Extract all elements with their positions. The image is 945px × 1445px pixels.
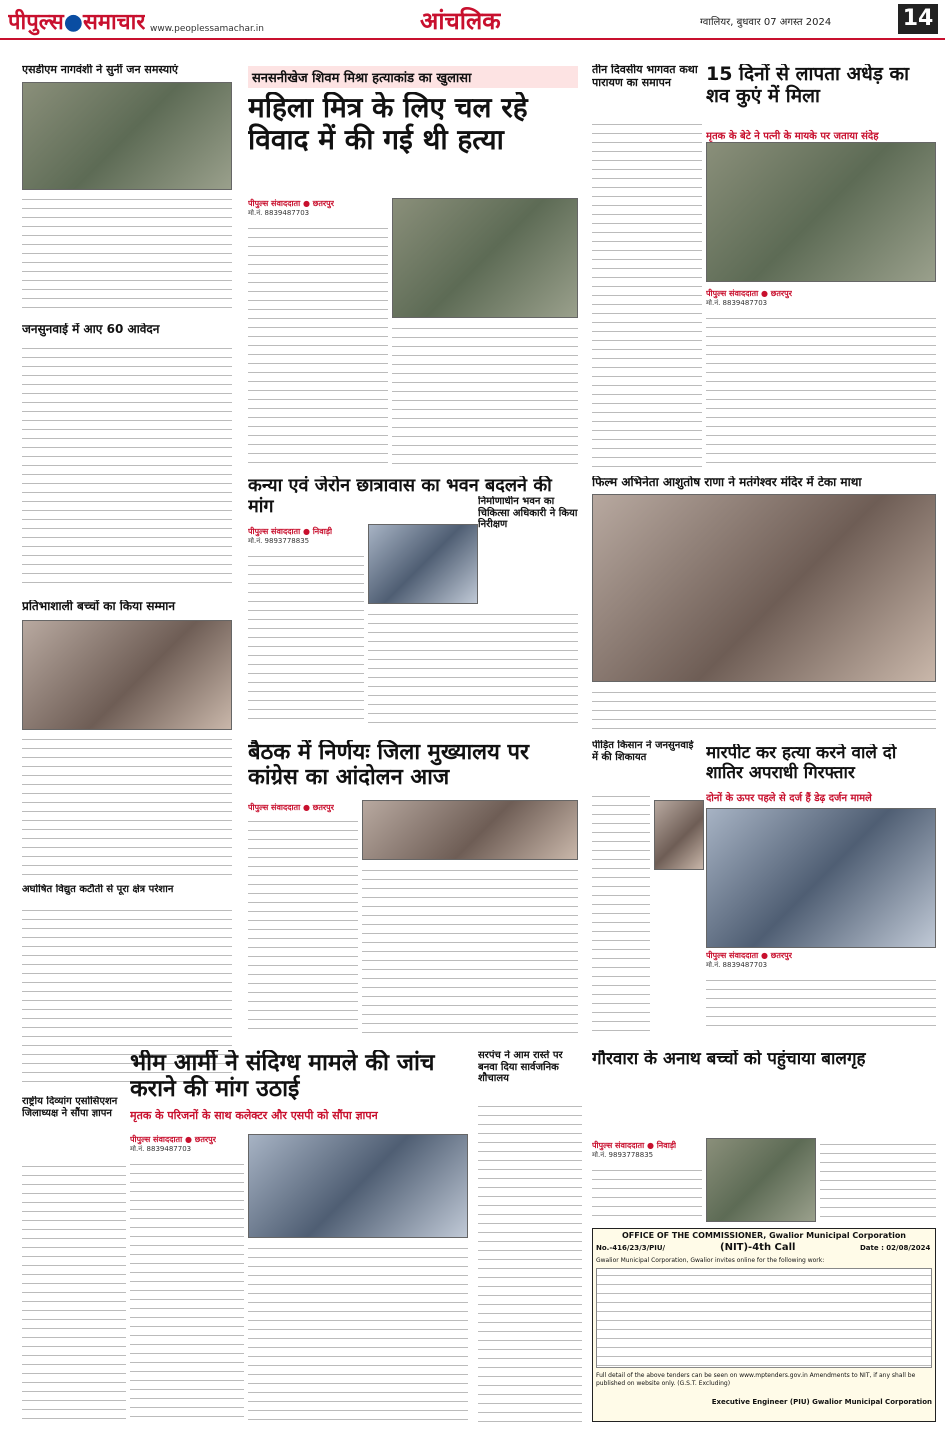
section-title: आंचलिक	[420, 7, 501, 35]
story-students	[22, 600, 232, 614]
headline: कन्या एवं जेरोन छात्रावास का भवन बदलने की मांग	[248, 476, 552, 517]
headline: भीम आर्मी ने संदिग्ध मामले की जांच कराने की मांग उठाई	[130, 1050, 435, 1103]
byline: पीपुल्स संवाददाता ● छतरपुर	[706, 951, 792, 960]
headline: एसडीएम नागवंशी ने सुनीं जन समस्याएं	[22, 64, 179, 76]
photo-missing	[706, 142, 936, 282]
byline: पीपुल्स संवाददाता ● निवाड़ी	[592, 1141, 677, 1150]
headline: तीन दिवसीय भागवत कथा पारायण का समापन	[592, 64, 698, 89]
body-text	[130, 1158, 244, 1422]
body-text	[478, 1100, 582, 1422]
headline: गौरवारा के अनाथ बच्चों को पहुंचाया बालगृह	[592, 1050, 866, 1069]
body-text	[820, 1138, 936, 1224]
tender-footer: Full detail of the above tenders can be seen on www.mptenders.gov.in Amendments to NIT, if any shall be published on website only. (G.S.T. Excluding)	[596, 1372, 916, 1387]
story-bhagwat	[592, 64, 702, 89]
brand-logo: पीपुल्स●समाचार	[8, 10, 146, 35]
photo-congress	[362, 800, 578, 860]
body-text	[392, 322, 578, 467]
body-text	[592, 118, 702, 468]
body-text	[248, 1242, 468, 1422]
story-inspection	[478, 496, 578, 531]
photo-sdm	[22, 82, 232, 190]
story-divyang	[22, 1096, 126, 1119]
story-congress	[248, 740, 578, 791]
tender-title: (NIT)-4th Call	[720, 1242, 796, 1253]
body-text	[248, 815, 358, 1035]
tender-office: OFFICE OF THE COMMISSIONER, Gwalior Municipal Corporation	[621, 1231, 907, 1240]
lead-headline: महिला मित्र के लिए चल रहे विवाद में की गई थी हत्या	[248, 92, 528, 157]
body-text	[706, 974, 936, 1034]
photo-hostel	[368, 524, 478, 604]
headline: सरपंच ने आम रास्ते पर बनवा दिया सार्वजनिक शौचालय	[478, 1050, 563, 1084]
body-text	[592, 790, 650, 1032]
body-text	[22, 1160, 126, 1422]
body-text	[368, 608, 578, 726]
dateline: ग्वालियर, बुधवार 07 अगस्त 2024	[700, 17, 832, 28]
site-url: www.peoplessamachar.in	[150, 24, 264, 34]
tender-intro: Gwalior Municipal Corporation, Gwalior invites online for the following work:	[596, 1257, 825, 1264]
headline: मारपीट कर हत्या करने वाले दो शातिर अपराधी गिरफ्तार	[706, 744, 897, 783]
byline: पीपुल्स संवाददाता ● छतरपुर	[130, 1135, 216, 1144]
body-text	[248, 550, 364, 726]
story-toilet	[478, 1050, 582, 1085]
photo-caption	[592, 686, 936, 732]
subheadline: मृतक के बेटे ने पत्नी के मायके पर जताया संदेह	[706, 131, 879, 142]
story-orphans	[592, 1050, 936, 1070]
lead-mobile: मो.नं. 8839487703	[248, 209, 310, 217]
tender-number: No.-416/23/3/PIU/	[596, 1244, 666, 1252]
headline: राष्ट्रीय दिव्यांग एसोसिएशन जिलाध्यक्ष ने सौंपा ज्ञापन	[22, 1096, 118, 1119]
mobile: मो.नं. 8839487703	[706, 961, 768, 969]
photo-students	[22, 620, 232, 730]
page-number: 14	[898, 4, 938, 34]
body-text	[22, 342, 232, 590]
byline: पीपुल्स संवाददाता ● छतरपुर	[706, 289, 792, 298]
story-farmer	[592, 740, 702, 763]
headline: बैठक में निर्णयः जिला मुख्यालय पर कांग्रेस का आंदोलन आज	[248, 740, 530, 791]
byline: पीपुल्स संवाददाता ● छतरपुर	[248, 803, 334, 812]
photo-arrest	[706, 808, 936, 948]
headline: जनसुनवाई में आए 60 आवेदन	[22, 323, 160, 336]
mobile: मो.नं. 8839487703	[130, 1145, 192, 1153]
photo-lead	[392, 198, 578, 318]
story-bhim-army	[130, 1050, 460, 1103]
photo-actor	[592, 494, 936, 682]
body-text	[362, 864, 578, 1035]
story-missing	[706, 64, 936, 108]
lead-byline: पीपुल्स संवाददाता ● छतरपुर	[248, 199, 334, 208]
body-text	[22, 733, 232, 875]
mobile: मो.नं. 8839487703	[706, 299, 768, 307]
headline: पीड़ित किसान ने जनसुनवाई में की शिकायत	[592, 740, 694, 763]
mobile: मो.नं. 9893778835	[592, 1151, 654, 1159]
tender-date: Date : 02/08/2024	[860, 1244, 931, 1252]
body-text	[22, 193, 232, 311]
story-arrest	[706, 744, 936, 783]
photo-farmer	[654, 800, 704, 870]
headline: प्रतिभाशाली बच्चों का किया सम्मान	[22, 600, 176, 613]
photo-bhim-army	[248, 1134, 468, 1238]
story-hearing	[22, 323, 232, 337]
byline: पीपुल्स संवाददाता ● निवाड़ी	[248, 527, 333, 536]
headline: निर्माणाधीन भवन का चिकित्सा अधिकारी ने किया निरीक्षण	[478, 496, 578, 530]
lead-kicker: सनसनीखेज शिवम मिश्रा हत्याकांड का खुलासा	[248, 66, 578, 88]
tender-sign: Executive Engineer (PIU) Gwalior Municipal Corporation	[711, 1398, 932, 1406]
headline: अघोषित विद्युत कटौती से पूरा क्षेत्र परेशान	[22, 884, 174, 895]
story-actor	[592, 476, 936, 490]
subheadline: दोनों के ऊपर पहले से दर्ज हैं डेढ़ दर्जन मामले	[706, 793, 872, 804]
photo-orphans	[706, 1138, 816, 1222]
body-text	[592, 1164, 702, 1224]
headline: 15 दिनों से लापता अधेड़ का शव कुएं में मिला	[706, 64, 910, 107]
subheadline: मृतक के परिजनों के साथ कलेक्टर और एसपी को सौंपा ज्ञापन	[130, 1109, 378, 1122]
tender-table	[596, 1268, 932, 1368]
story-sdm	[22, 64, 232, 77]
story-power	[22, 884, 232, 896]
headline: फिल्म अभिनेता आशुतोष राणा ने मतंगेश्वर मंदिर में टेका माथा	[592, 476, 862, 489]
body-text	[248, 222, 388, 467]
lead-story	[248, 92, 578, 156]
body-text	[706, 312, 936, 464]
mobile: मो.नं. 9893778835	[248, 537, 310, 545]
